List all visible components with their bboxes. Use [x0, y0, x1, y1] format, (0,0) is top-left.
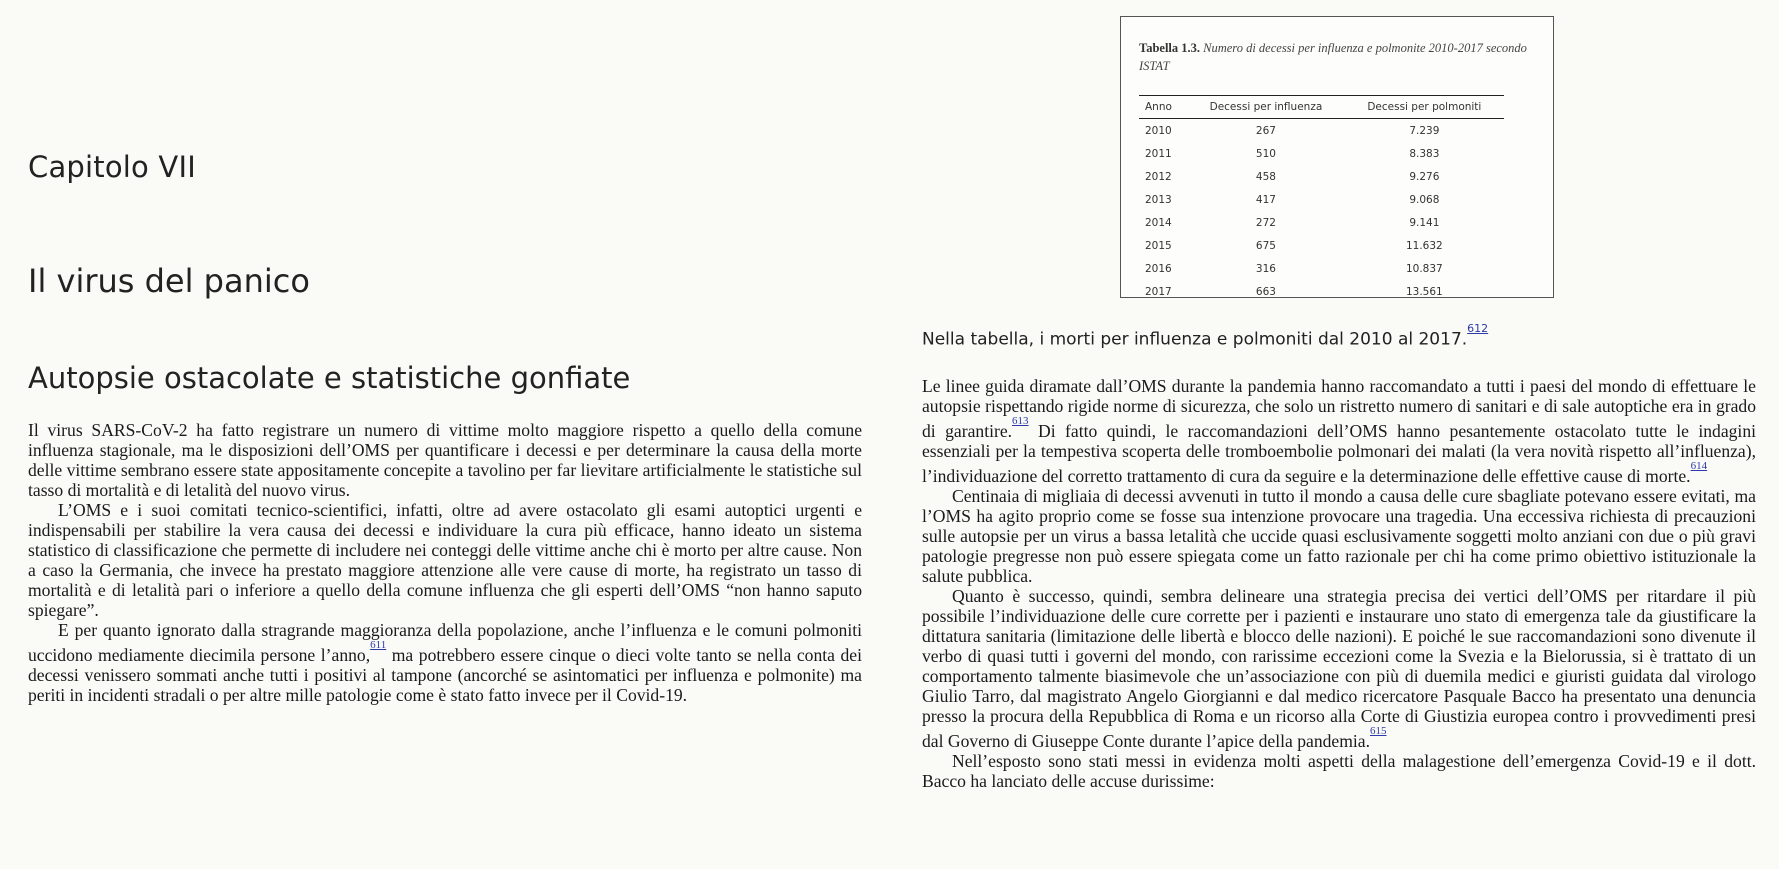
data-table	[1139, 95, 1504, 303]
table-cell: 510	[1255, 147, 1276, 160]
paragraph-text: Quanto è successo, quindi, sembra delineare una strategia precisa dei vertici dell’OMS per ritardare il più possibile l’individuazione delle cure corrette per i pazienti e instaurare uno stato di emergenza tale da giustificare la dittatura sanitaria (limitazione delle libertà e blocco delle nazioni). E poiché le sue raccomandazioni sono divenute il verbo di quasi tutti i governi del mondo, con rarissime eccezioni come la Svezia e la Bielorussia, si è trattato di un comportamento talmente biasimevole che un’associazione con più di duemila medici e giuristi guidata dal virologo Giulio Tarro, dal magistrato Angelo Giorgianni e dal medico ricercatore Pasquale Bacco ha presentato una denuncia presso la procura della Repubblica di Roma e un ricorso alla Corte di Giustizia europea contro i provvedimenti presi dal Governo di Giuseppe Conte durante l’apice della pandemia.	[922, 585, 1756, 751]
paragraph-text: Le linee guida diramate dall’OMS durante la pandemia hanno raccomandato a tutti i paesi del mondo di effettuare le autopsie rispettando rigide norme di sicurezza, che solo un ristretto numero di sanitari e di sale autoptiche era in grado di garantire.	[922, 376, 1756, 441]
table-row	[1139, 211, 1504, 234]
paragraph-text: E per quanto ignorato dalla stragrande maggioranza della popolazione, anche l’influenza e le comuni polmoniti uccidono mediamente diecimila persone l’anno,	[28, 620, 862, 665]
table-cell: 9.141	[1409, 216, 1440, 229]
table-cell: 675	[1255, 239, 1276, 252]
column-header: Decessi per influenza	[1187, 96, 1345, 119]
table-cell: 2017	[1145, 285, 1172, 298]
footnote-link-614[interactable]: 614	[1690, 459, 1708, 472]
footnote-link-612[interactable]: 612	[1467, 322, 1489, 335]
table-cell: 7.239	[1409, 124, 1440, 137]
paragraph-text: ma potrebbero essere cinque o dieci volte tanto se nella conta dei decessi venissero sommati anche tutti i positivi al tampone (ancorché se asintomatici per influenza e polmonite) ma periti in incidenti stradali o per altre mille patologie come è stato fatto invece per il Covid-19.	[28, 644, 862, 705]
table-cell: 272	[1255, 216, 1276, 229]
table-cell: 10.837	[1405, 262, 1443, 275]
table-figure	[1120, 16, 1554, 298]
table-row	[1139, 234, 1504, 257]
footnote-link-611[interactable]: 611	[370, 639, 387, 651]
figure-caption	[922, 322, 1489, 350]
column-header: Decessi per polmoniti	[1345, 96, 1504, 119]
table-cell: 417	[1255, 193, 1276, 206]
table-cell: 663	[1255, 285, 1276, 298]
table-header-row	[1139, 96, 1504, 119]
table-row	[1139, 165, 1504, 188]
paragraph	[922, 376, 1756, 486]
table-cell: 2014	[1145, 216, 1172, 229]
left-body	[28, 420, 862, 705]
paragraph	[28, 620, 862, 705]
paragraph: L’OMS e i suoi comitati tecnico-scientifici, infatti, oltre ad avere ostacolato gli esami autoptici urgenti e indispensabili per stabilire la vera causa dei decessi e individuare la cura più efficace, hanno ideato un sistema statistico di classificazione che permette di includere nei conteggi delle vittime anche chi è morto per altre cause. Non a caso la Germania, che invece ha prestato maggiore attenzione alle vere cause di morte, ha registrato un tasso di mortalità e di letalità pari o inferiore a quello della comune influenza che gli esperti dell’OMS “non hanno saputo spiegare”.	[28, 500, 862, 620]
table-cell: 2013	[1145, 193, 1172, 206]
table-cell: 2016	[1145, 262, 1172, 275]
table-cell: 316	[1255, 262, 1276, 275]
table-cell: 8.383	[1409, 147, 1440, 160]
paragraph: Nell’esposto sono stati messi in evidenza molti aspetti della malagestione dell’emergenza Covid-19 e il dott. Bacco ha lanciato delle accuse durissime:	[922, 750, 1756, 791]
chapter-heading: Capitolo VII	[28, 150, 196, 184]
table-cell: 458	[1255, 170, 1276, 183]
paragraph	[922, 586, 1756, 751]
figure-caption-text: Nella tabella, i morti per influenza e polmoniti dal 2010 al 2017.	[922, 329, 1468, 350]
table-cell: 11.632	[1405, 239, 1443, 252]
table-caption-text: Numero di decessi per influenza e polmonite 2010-2017 secondo ISTAT	[1139, 41, 1527, 73]
table-row	[1139, 188, 1504, 211]
table-cell: 2010	[1145, 124, 1172, 137]
table-cell: 267	[1255, 124, 1276, 137]
table-cell: 2011	[1145, 147, 1172, 160]
chapter-title: Il virus del panico	[28, 262, 310, 300]
table-row	[1139, 142, 1504, 165]
table-cell: 9.276	[1409, 170, 1440, 183]
table-caption	[1139, 39, 1549, 75]
table-row	[1139, 119, 1504, 143]
table-row	[1139, 257, 1504, 280]
table-cell: 13.561	[1405, 285, 1443, 298]
paragraph: Centinaia di migliaia di decessi avvenuti in tutto il mondo a causa delle cure sbagliate potevano essere evitati, ma l’OMS ha agito proprio come se fosse sua intenzione provocare una tragedia. Una eccessiva richiesta di precauzioni sulle autopsie per un virus a bassa letalità che uccide quasi esclusivamente soggetti molto anziani con due o più gravi patologie pregresse non può essere spiegata come un fatto razionale per chi ha come primo obiettivo istituzionale la salute pubblica.	[922, 485, 1756, 586]
column-header: Anno	[1139, 96, 1187, 119]
paragraph: Il virus SARS-CoV-2 ha fatto registrare un numero di vittime molto maggiore rispetto a quello della comune influenza stagionale, ma le disposizioni dell’OMS per quantificare i decessi e per determinare la causa della morte delle vittime sembrano essere state appositamente concepite a tavolino per far lievitare artificialmente le statistiche sul tasso di mortalità e di letalità del nuovo virus.	[28, 420, 862, 500]
table-cell: 2015	[1145, 239, 1172, 252]
paragraph-text: Di fatto quindi, le raccomandazioni dell’OMS hanno pesantemente ostacolato tutte le indagini essenziali per la tempestiva scoperta delle tromboembolie polmonari dei malati (la vera novità rispetto all’influenza), l’individuazione del corretto trattamento di cura da seguire e la determinazione delle effettive cause di morte.	[922, 420, 1756, 486]
right-body	[922, 376, 1756, 791]
table-label: Tabella 1.3.	[1139, 41, 1201, 55]
table-cell: 2012	[1145, 170, 1172, 183]
table-row	[1139, 280, 1504, 303]
table-cell: 9.068	[1409, 193, 1440, 206]
footnote-link-615[interactable]: 615	[1370, 724, 1387, 737]
footnote-link-613[interactable]: 613	[1012, 415, 1029, 427]
section-heading: Autopsie ostacolate e statistiche gonfiate	[28, 361, 631, 395]
